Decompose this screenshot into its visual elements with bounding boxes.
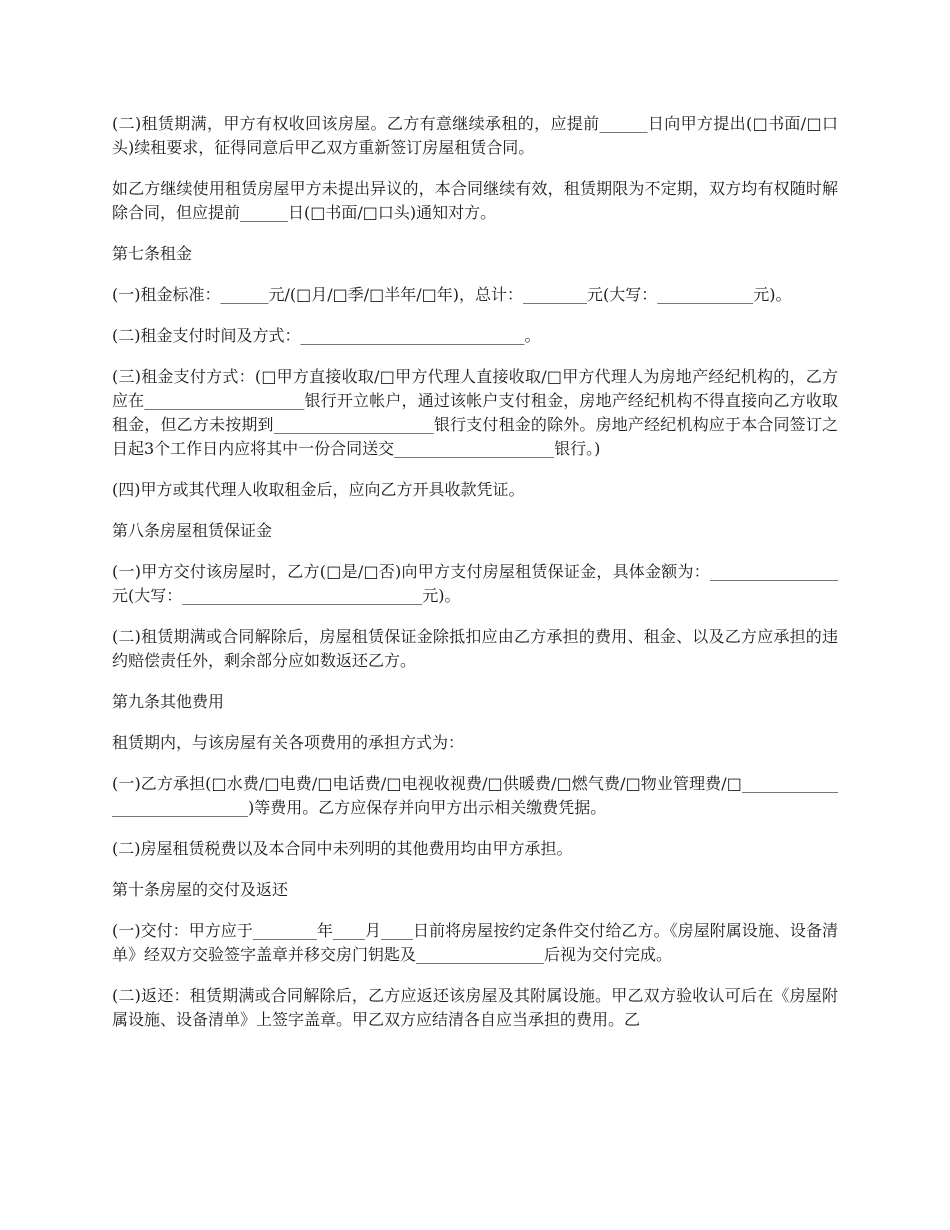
paragraph-deposit-return: (二)租赁期满或合同解除后，房屋租赁保证金除抵扣应由乙方承担的费用、租金、以及乙方应承担的违约赔偿责任外，剩余部分应如数返还乙方。 <box>112 627 838 670</box>
paragraph-handover-return: (二)返还：租赁期满或合同解除后，乙方应返还该房屋及其附属设施。甲乙双方验收认可后在《房屋附属设施、设备清单》上签字盖章。甲乙双方应结清各自应当承担的费用。乙 <box>112 986 838 1029</box>
paragraph-handover-delivery: (一)交付：甲方应于________年____月____日前将房屋按约定条件交付给乙方。《房屋附属设施、设备清单》经双方交验签字盖章并移交房门钥匙及________________后视为交付完成。 <box>112 921 838 964</box>
paragraph-rent-payment-time: (二)租金支付时间及方式：____________________________。 <box>112 326 541 345</box>
document-body <box>112 112 838 1049</box>
paragraph-indefinite-term: 如乙方继续使用租赁房屋甲方未提出异议的，本合同继续有效，租赁期限为不定期，双方均有权随时解除合同，但应提前______日(□书面/□口头)通知对方。 <box>112 179 838 222</box>
paragraph-rent-payment-method: (三)租金支付方式：(□甲方直接收取/□甲方代理人直接收取/□甲方代理人为房地产经纪机构的，乙方应在____________________银行开立帐户，通过该帐户支付租金，房地产经纪机构不得直接向乙方收取租金，但乙方未按期到____________________银行支付租金的除外。房地产经纪机构应于本合同签订之日起3个工作日内应将其中一份合同送交____________________银行。) <box>112 367 838 458</box>
section-heading-handover: 第十条房屋的交付及返还 <box>112 880 289 899</box>
paragraph-fees-intro: 租赁期内，与该房屋有关各项费用的承担方式为： <box>112 733 465 752</box>
paragraph-tenant-fees: (一)乙方承担(□水费/□电费/□电话费/□电视收视费/□供暖费/□燃气费/□物业管理费/□_____________________________)等费用。乙方应保存并向甲方出示相关缴费凭据。 <box>112 774 838 817</box>
paragraph-rent-receipt: (四)甲方或其代理人收取租金后，应向乙方开具收款凭证。 <box>112 480 525 499</box>
paragraph-deposit-amount: (一)甲方交付该房屋时，乙方(□是/□否)向甲方支付房屋租赁保证金，具体金额为：________________元(大写：______________________________元)。 <box>112 562 838 605</box>
paragraph-tax-fees: (二)房屋租赁税费以及本合同中未列明的其他费用均由甲方承担。 <box>112 839 573 858</box>
section-heading-other-fees: 第九条其他费用 <box>112 692 225 711</box>
paragraph-rent-standard: (一)租金标准：______元/(□月/□季/□半年/□年)，总计：________元(大写：____________元)。 <box>112 285 792 304</box>
paragraph-renewal-clause: (二)租赁期满，甲方有权收回该房屋。乙方有意继续承租的，应提前______日向甲方提出(□书面/□口头)续租要求，征得同意后甲乙双方重新签订房屋租赁合同。 <box>112 114 838 157</box>
section-heading-rent: 第七条租金 <box>112 244 193 263</box>
section-heading-deposit: 第八条房屋租赁保证金 <box>112 521 273 540</box>
